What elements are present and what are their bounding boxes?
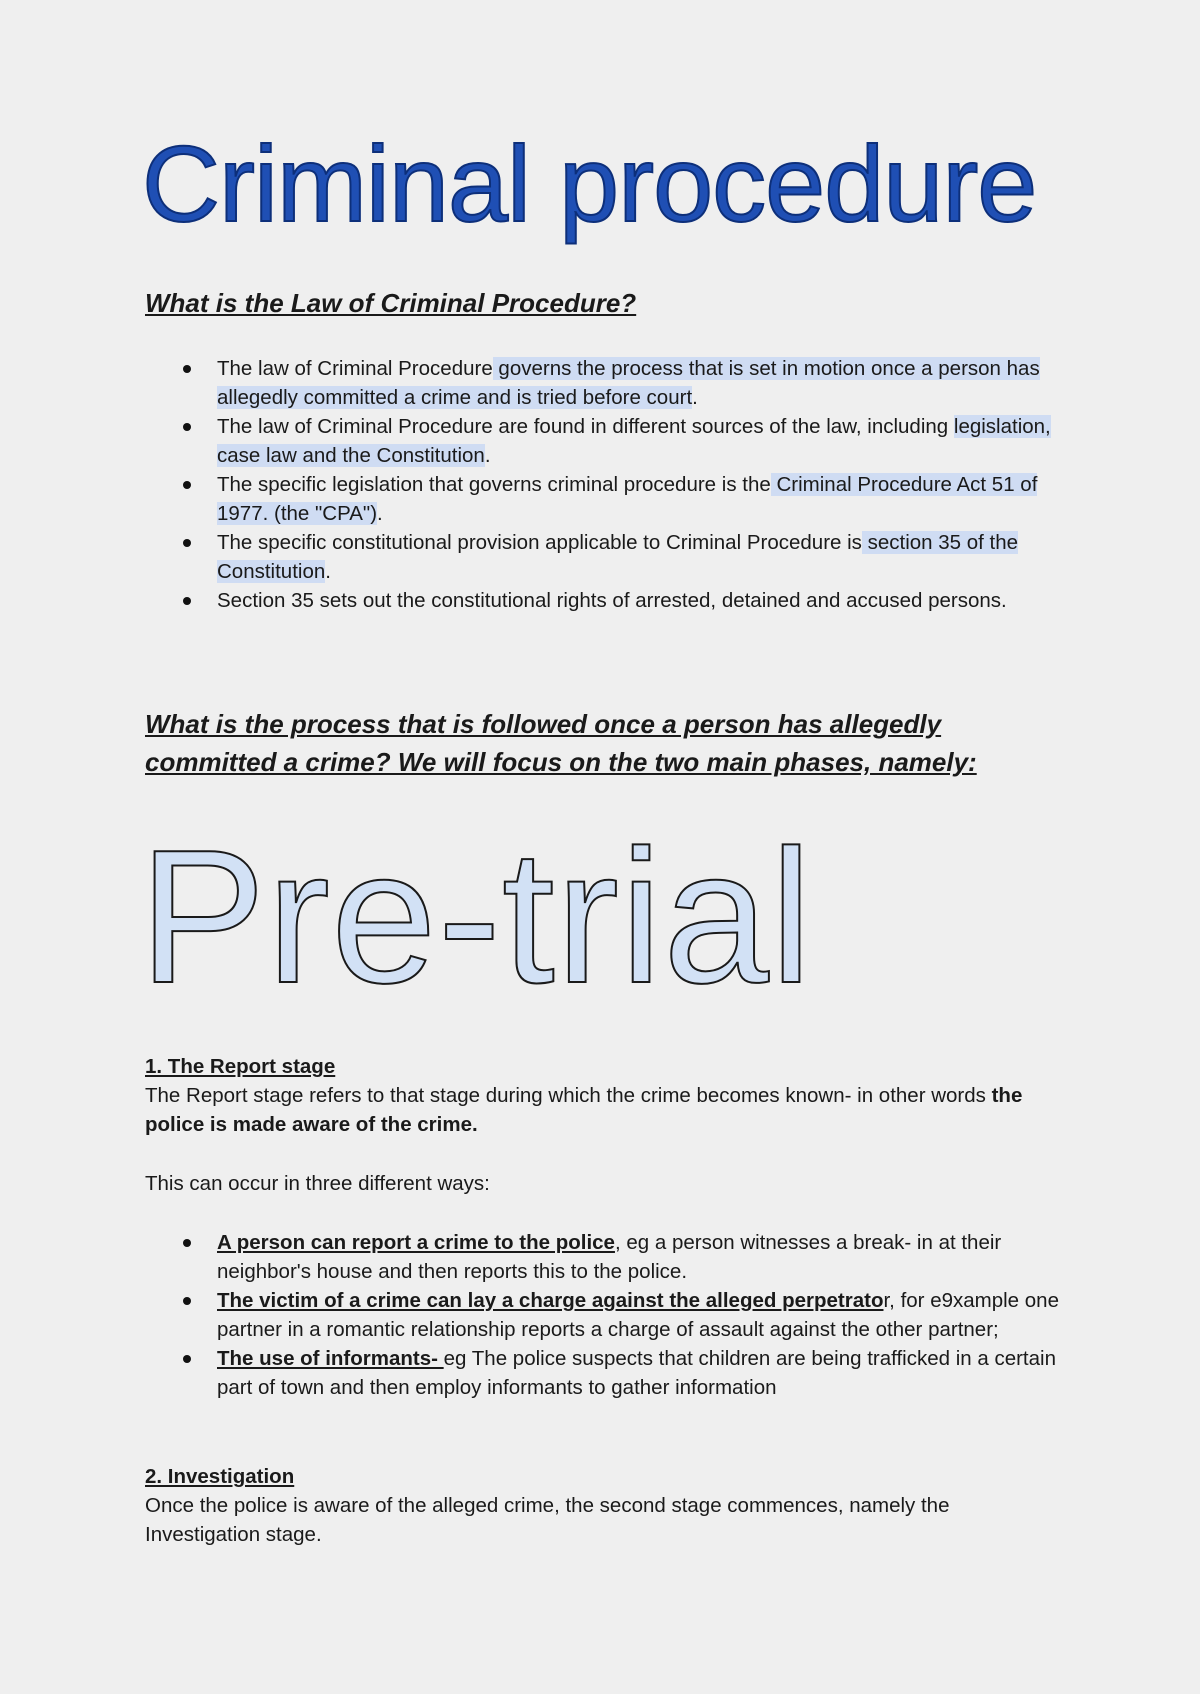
list-item: The law of Criminal Procedure governs the process that is set in motion once a person has allegedly committed a crime and is tried before court. [145, 354, 1065, 412]
document-title: Criminal procedure [142, 123, 1037, 244]
list-item: The specific constitutional provision applicable to Criminal Procedure is section 35 of the Constitution. [145, 528, 1065, 586]
pretrial-banner: Pre-trial [139, 811, 814, 1023]
report-stage-heading: 1. The Report stage [145, 1055, 336, 1078]
section1-bullet-list [145, 354, 1065, 615]
list-item: The victim of a crime can lay a charge against the alleged perpetrator, for e9xample one partner in a romantic relationship reports a charge of assault against the other partner; [145, 1286, 1065, 1344]
list-item: A person can report a crime to the police, eg a person witnesses a break- in at their neighbor's house and then reports this to the police. [145, 1228, 1065, 1286]
investigation-text: Once the police is aware of the alleged crime, the second stage commences, namely the Investigation stage. [145, 1494, 950, 1546]
section1-heading: What is the Law of Criminal Procedure? [145, 288, 637, 318]
list-item: The law of Criminal Procedure are found in different sources of the law, including legislation, case law and the Constitution. [145, 412, 1065, 470]
list-item: The use of informants- eg The police suspects that children are being trafficked in a certain part of town and then employ informants to gather information [145, 1344, 1065, 1402]
list-item: The specific legislation that governs criminal procedure is the Criminal Procedure Act 51 of 1977. (the "CPA"). [145, 470, 1065, 528]
investigation-heading: 2. Investigation [145, 1465, 295, 1488]
list-item: Section 35 sets out the constitutional rights of arrested, detained and accused persons. [145, 586, 1065, 615]
report-stage-intro: The Report stage refers to that stage during which the crime becomes known- in other words the police is made aware of the crime. [145, 1084, 1023, 1136]
ways-intro: This can occur in three different ways: [145, 1172, 490, 1195]
report-ways-list [145, 1228, 1065, 1402]
section2-heading: What is the process that is followed once a person has allegedly committed a crime? We will focus on the two main phases, namely: [145, 709, 977, 777]
